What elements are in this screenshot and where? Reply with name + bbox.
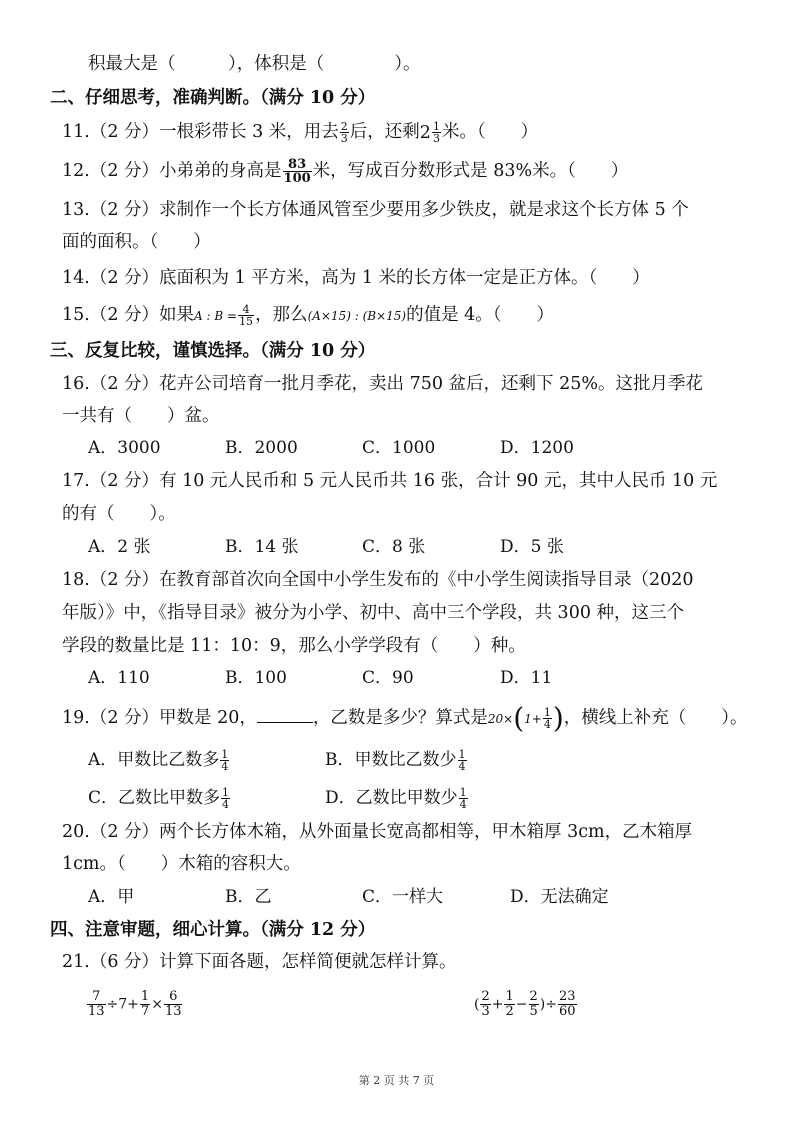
question-18-line1: 18.（2 分）在教育部首次向全国中小学生发布的《中小学生阅读指导目录（2020: [62, 570, 694, 590]
section-2-title: 二、仔细思考，准确判断。（满分 10 分）: [50, 88, 376, 108]
q19-option-c: C．乙数比甲数多 $\frac{1}{4}$: [88, 786, 230, 811]
q17-option-d: D．5 张: [500, 537, 564, 557]
question-21: 21.（6 分）计算下面各题，怎样简便就怎样计算。: [62, 952, 457, 972]
question-11: 11.（2 分）一根彩带长 3 米，用去 $\frac{2}{3}$ 后，还剩2 $\frac{1}{3}$ 米。（ ）: [62, 120, 539, 145]
question-18-line2: 年版）》中，《指导目录》被分为小学、初中、高中三个学段，共 300 种，这三个: [62, 603, 685, 623]
question-13-line1: 13.（2 分）求制作一个长方体通风管至少要用多少铁皮，就是求这个长方体 5 个: [62, 200, 689, 220]
calc-expression-2: ( $\frac{2}{3}$ + $\frac{1}{2}$ − $\frac{2}{5}$ )÷ $\frac{23}{60}$: [474, 989, 576, 1019]
answer-blank-line: [257, 708, 313, 723]
question-20-line2: 1cm。（ ）木箱的容积大。: [62, 854, 301, 874]
q16-option-c: C．1000: [362, 438, 436, 458]
section-4-title: 四、注意审题，细心计算。（满分 12 分）: [50, 920, 376, 940]
q18-option-d: D．11: [500, 668, 553, 688]
q16-option-a: A．3000: [88, 438, 161, 458]
q19-option-d: D．乙数比甲数少 $\frac{1}{4}$: [325, 786, 467, 811]
q19-option-a: A．甲数比乙数多 $\frac{1}{4}$: [88, 748, 229, 773]
question-12: 12.（2 分）小弟弟的身高是 $\frac{83}{100}$ 米，写成百分数形式是 83%米。（ ）: [62, 157, 629, 186]
question-13-line2: 面的面积。（ ）: [62, 232, 211, 252]
q16-option-b: B．2000: [225, 438, 298, 458]
q20-option-a: A．甲: [88, 887, 135, 907]
question-18-line3: 学段的数量比是 11：10：9，那么小学学段有（ ）种。: [62, 636, 526, 656]
q17-option-c: C．8 张: [362, 537, 426, 557]
section-3-title: 三、反复比较，谨慎选择。（满分 10 分）: [50, 341, 376, 361]
question-17-line1: 17.（2 分）有 10 元人民币和 5 元人民币共 16 张，合计 90 元，其中人民币 10 元: [62, 471, 718, 491]
question-15: 15.（2 分）如果A : B = $\frac{4}{15}$ ，那么(A×15) : (B×15)的值是 4。（ ）: [62, 303, 555, 328]
q18-option-a: A．110: [88, 668, 150, 688]
q19-option-b: B．甲数比乙数少 $\frac{1}{4}$: [325, 748, 466, 773]
q18-option-c: C．90: [362, 668, 414, 688]
question-17-line2: 的有（ ）。: [62, 504, 176, 524]
q20-option-d: D．无法确定: [510, 887, 609, 907]
q16-option-d: D．1200: [500, 438, 574, 458]
q17-option-b: B．14 张: [225, 537, 299, 557]
question-19: 19.（2 分）甲数是 20， ，乙数是多少？算式是20×(1+ $\frac{1}{4}$ )，横线上补充（ ）。: [62, 701, 748, 735]
q17-option-a: A．2 张: [88, 537, 151, 557]
question-16-line1: 16.（2 分）花卉公司培育一批月季花，卖出 750 盆后，还剩下 25%。这批月季花: [62, 374, 704, 394]
question-20-line1: 20.（2 分）两个长方体木箱，从外面量长宽高都相等，甲木箱厚 3cm，乙木箱厚: [62, 822, 693, 842]
carryover-line: 积最大是（ ），体积是（ ）。: [88, 54, 421, 74]
q20-option-c: C．一样大: [362, 887, 444, 907]
q18-option-b: B．100: [225, 668, 287, 688]
question-16-line2: 一共有（ ）盆。: [62, 406, 220, 426]
calc-expression-1: $\frac{7}{13}$ ÷7+ $\frac{1}{7}$ × $\frac{6}{13}$: [88, 989, 182, 1019]
page-footer: 第 2 页 共 7 页: [358, 1074, 435, 1087]
q20-option-b: B．乙: [225, 887, 272, 907]
question-14: 14.（2 分）底面积为 1 平方米，高为 1 米的长方体一定是正方体。（ ）: [62, 268, 650, 288]
